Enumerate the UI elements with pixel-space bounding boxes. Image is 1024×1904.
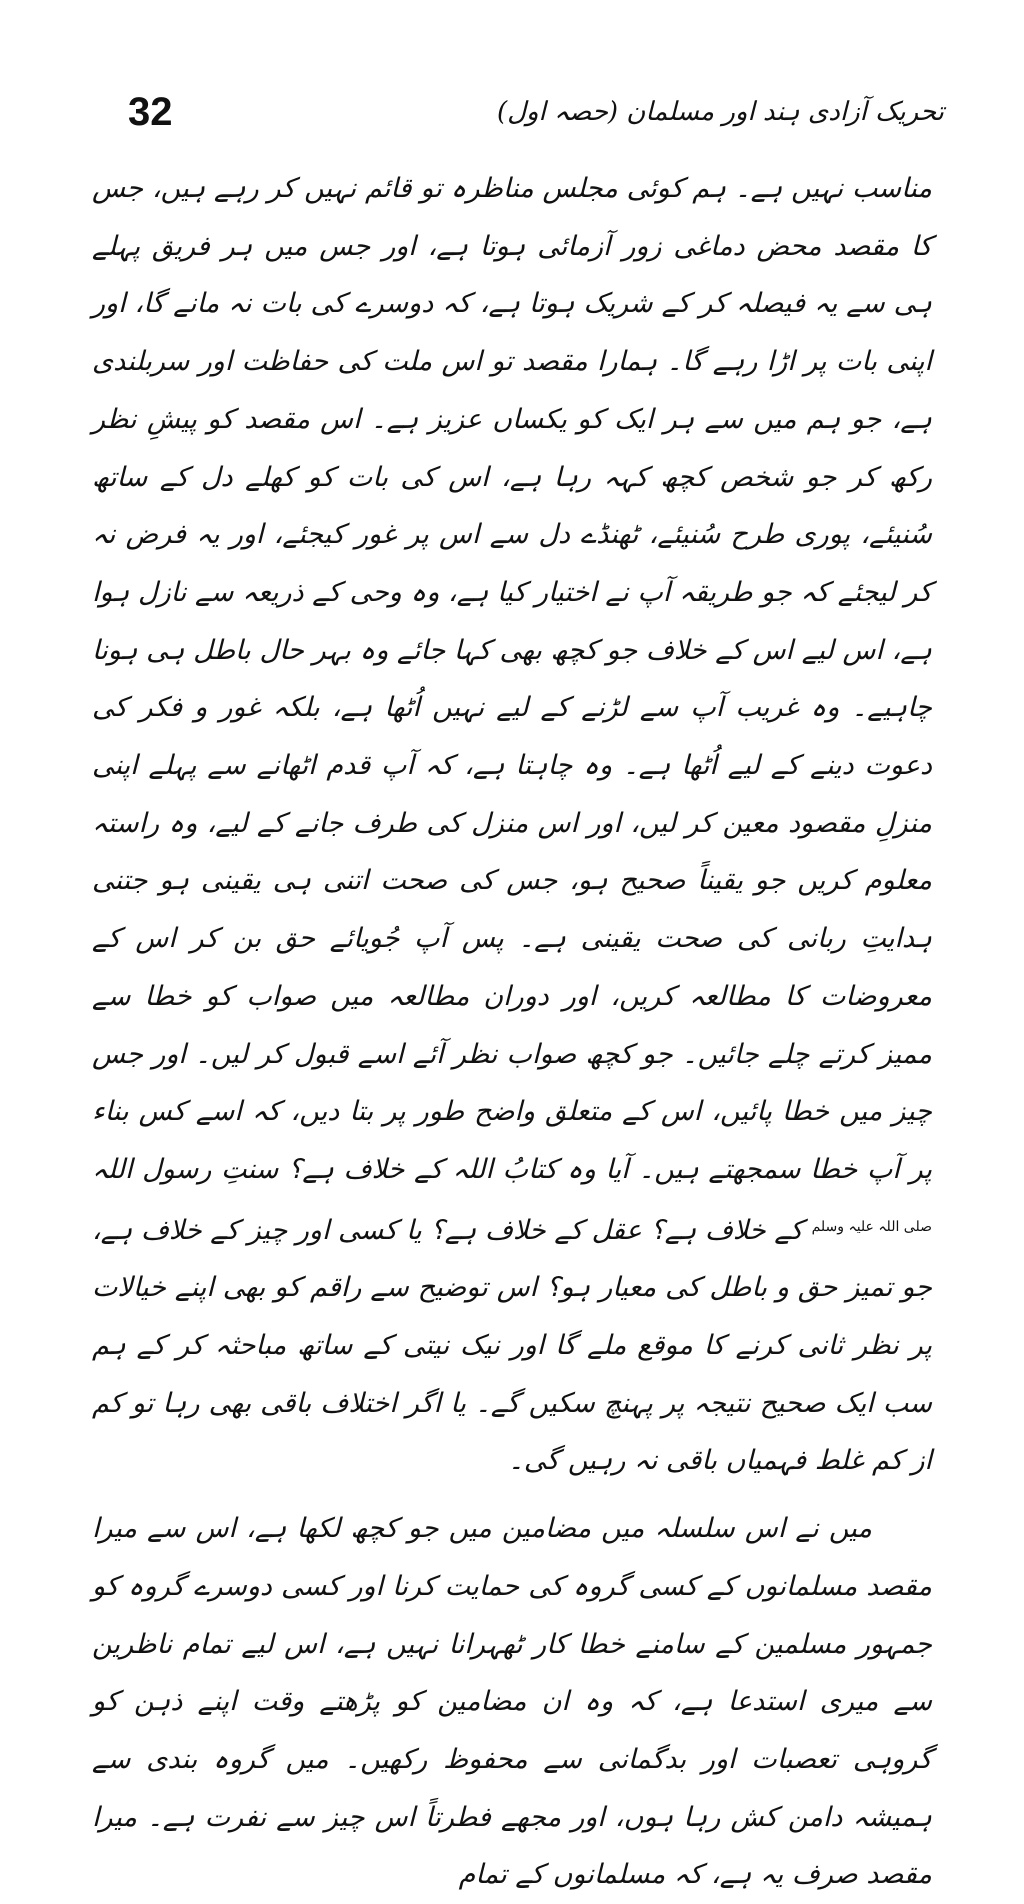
running-title: تحریک آزادی ہند اور مسلمان (حصہ اول) [496, 97, 944, 127]
honorific-ligature: صلی اللہ علیہ وسلم [811, 1218, 932, 1235]
paragraph: میں نے اس سلسلہ میں مضامین میں جو کچھ لکھا ہے، اس سے میرا مقصد مسلمانوں کے کسی گروہ کی حمایت کرنا اور کسی دوسرے گروہ کو جمہور مسلمین کے سامنے خطا کار ٹھہرانا نہیں ہے، اس لیے تمام ناظرین سے میری استدعا ہے، کہ وہ ان مضامین کو پڑھتے وقت اپنے ذہن کو گروہی تعصبات اور بدگمانی سے محفوظ رکھیں۔ میں گروہ بندی سے ہمیشہ دامن کش رہا ہوں، اور مجھے فطرتاً اس چیز سے نفرت ہے۔ میرا مقصد صرف یہ ہے، کہ مسلمانوں کے تمام [92, 1513, 932, 1891]
page-number: 32 [128, 90, 173, 134]
paragraph [92, 160, 932, 1490]
paragraph-text: کے خلاف ہے؟ عقل کے خلاف ہے؟ یا کسی اور چیز کے خلاف ہے، جو تمیز حق و باطل کی معیار ہو؟ اس توضیح سے راقم کو بھی اپنے خیالات پر نظر ثانی کرنے کا موقع ملے گا اور نیک نیتی کے ساتھ مباحثہ کر کے ہم سب ایک صحیح نتیجہ پر پہنچ سکیں گے۔ یا اگر اختلاف باقی بھی رہا تو کم از کم غلط فہمیاں باقی نہ رہیں گی۔ [92, 1214, 932, 1477]
body-text [92, 160, 932, 1904]
page-header [120, 88, 944, 148]
paragraph-text: مناسب نہیں ہے۔ ہم کوئی مجلس مناظرہ تو قائم نہیں کر رہے ہیں، جس کا مقصد محض دماغی زور آزمائی ہوتا ہے، اور جس میں ہر فریق پہلے ہی سے یہ فیصلہ کر کے شریک ہوتا ہے، کہ دوسرے کی بات نہ مانے گا، اور اپنی بات پر اڑا رہے گا۔ ہمارا مقصد تو اس ملت کی حفاظت اور سربلندی ہے، جو ہم میں سے ہر ایک کو یکساں عزیز ہے۔ اس مقصد کو پیشِ نظر رکھ کر جو شخص کچھ کہہ رہا ہے، اس کی بات کو کھلے دل کے ساتھ سُنیئے، پوری طرح سُنیئے، ٹھنڈے دل سے اس پر غور کیجئے، اور یہ فرض نہ کر لیجئے کہ جو طریقہ آپ نے اختیار کیا ہے، وہ وحی کے ذریعہ سے نازل ہوا ہے، اس لیے اس کے خلاف جو کچھ بھی کہا جائے وہ بہر حال باطل ہی ہونا چاہیے۔ وہ غریب آپ سے لڑنے کے لیے نہیں اُٹھا ہے، بلکہ غور و فکر کی دعوت دینے کے لیے اُٹھا ہے۔ وہ چاہتا ہے، کہ آپ قدم اٹھانے سے پہلے اپنی منزلِ مقصود معین کر لیں، اور اس منزل کی طرف جانے کے لیے، وہ راستہ معلوم کریں جو یقیناً صحیح ہو، جس کی صحت اتنی ہی یقینی ہو جتنی ہدایتِ ربانی کی صحت یقینی ہے۔ پس آپ جُویائے حق بن کر اس کے معروضات کا مطالعہ کریں، اور دوران مطالعہ میں صواب کو خطا سے ممیز کرتے چلے جائیں۔ جو کچھ صواب نظر آئے اسے قبول کر لیں۔ اور جس چیز میں خطا پائیں، اس کے متعلق واضح طور پر بتا دیں، کہ اسے کس بناء پر آپ خطا سمجھتے ہیں۔ آیا وہ کتابُ اللہ کے خلاف ہے؟ سنتِ رسول اللہ [92, 173, 932, 1185]
